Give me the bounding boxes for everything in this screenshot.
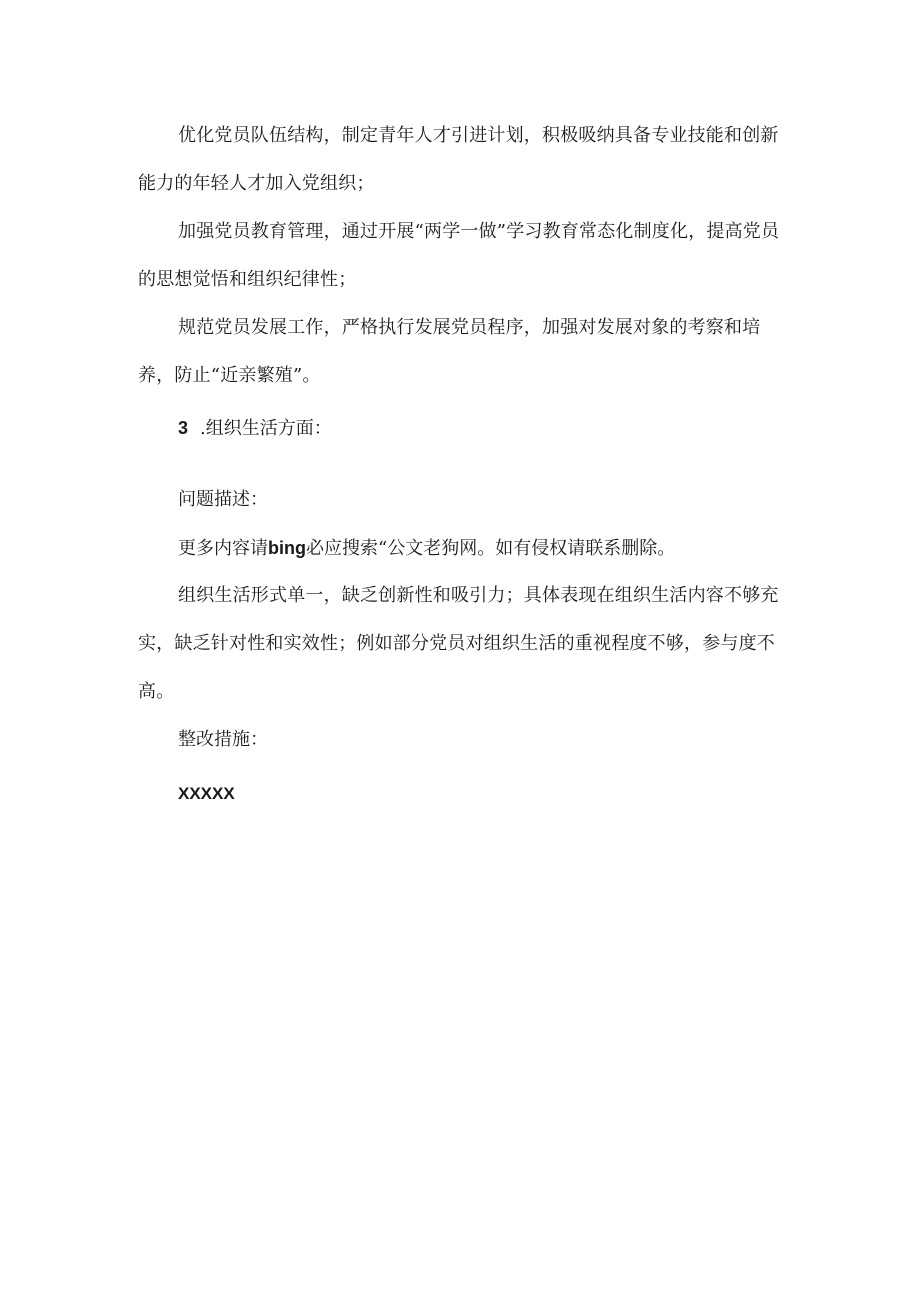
notice-suffix: 必应搜索“公文老狗网。如有侵权请联系删除。 [306,538,676,559]
placeholder-text: XXXXX [178,784,235,803]
rectification-measures-label: 整改措施： [178,729,268,750]
paragraph-education-management: 加强党员教育管理，通过开展“两学一做”学习教育常态化制度化，提高党员的思想觉悟和组织纪律性； [138,221,780,290]
paragraph-optimize-structure: 优化党员队伍结构，制定青年人才引进计划，积极吸纳具备专业技能和创新能力的年轻人才加入党组织； [138,125,779,194]
notice-line [178,536,675,561]
notice-prefix: 更多内容请 [178,538,268,559]
paragraph-organization-life: 组织生活形式单一，缺乏创新性和吸引力；具体表现在组织生活内容不够充实，缺乏针对性和实效性；例如部分党员对组织生活的重视程度不够，参与度不高。 [138,585,779,702]
notice-bing: bing [268,538,306,558]
problem-description-label: 问题描述： [178,489,268,510]
section-heading [178,416,332,441]
section-number: 3 [178,418,189,438]
section-title: .组织生活方面： [200,418,332,439]
paragraph-development-work: 规范党员发展工作，严格执行发展党员程序，加强对发展对象的考察和培养，防止“近亲繁殖”。 [138,317,761,386]
